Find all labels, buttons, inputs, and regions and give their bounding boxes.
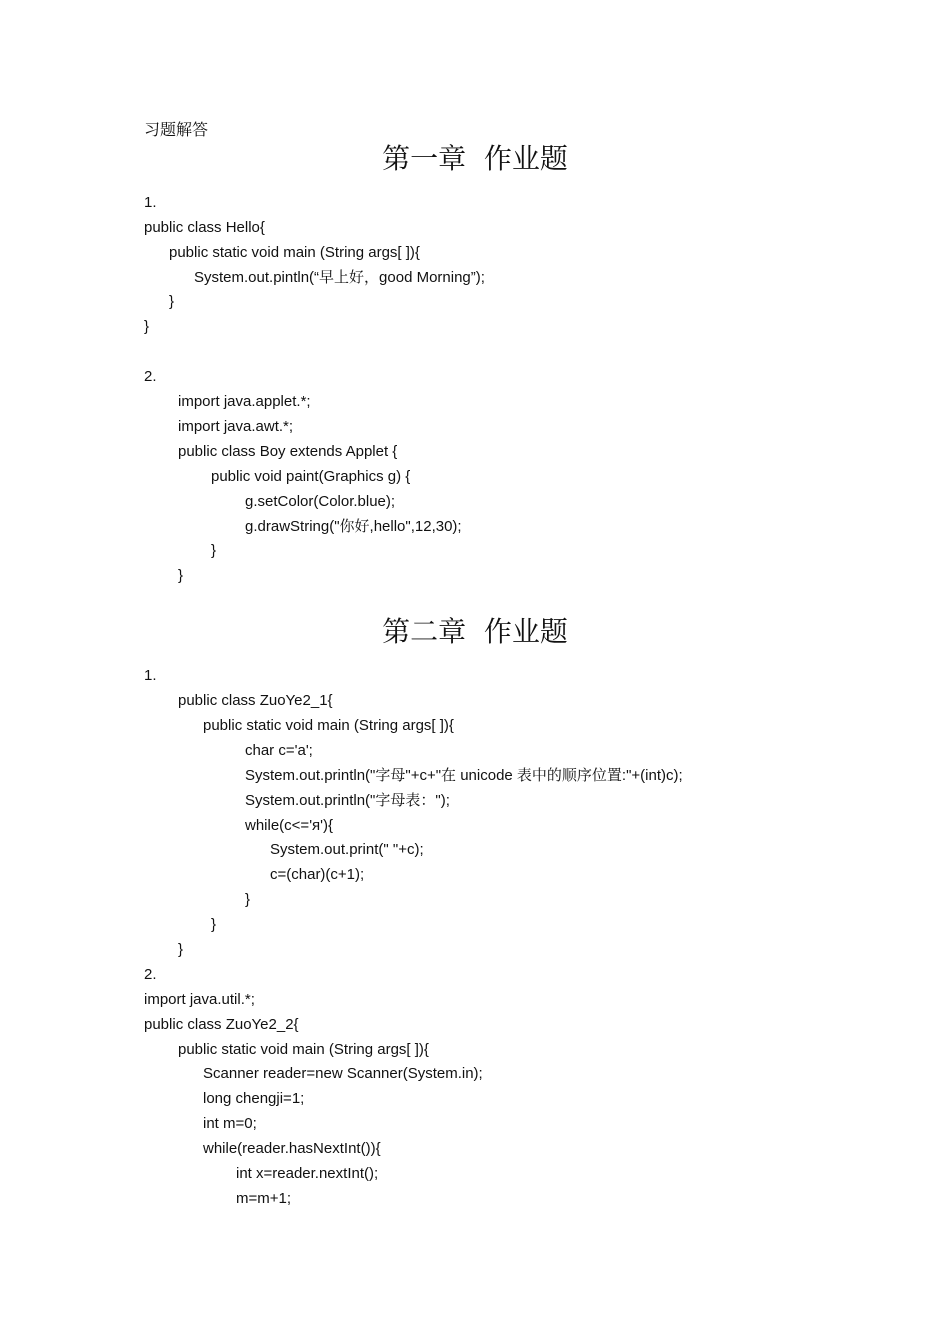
chapter-2-title: 第二章 作业题 (382, 615, 568, 648)
document-label: 习题解答 (144, 120, 209, 139)
code-line: } (178, 941, 184, 958)
code-line: while(c<='я'){ (245, 817, 334, 834)
code-line: public class ZuoYe2_1{ (178, 692, 333, 709)
exercise-number: 1. (144, 194, 157, 211)
code-line: c=(char)(c+1); (270, 866, 365, 883)
exercise-number: 2. (144, 368, 157, 385)
code-line: int m=0; (203, 1115, 257, 1132)
code-line: public class Boy extends Applet { (178, 443, 398, 460)
code-line: System.out.println("字母表："); (245, 792, 450, 809)
code-line: } (169, 293, 175, 310)
code-line: } (211, 916, 217, 933)
code-line: public class Hello{ (144, 219, 265, 236)
code-line: public static void main (String args[ ]){ (169, 244, 420, 261)
code-line: import java.awt.*; (178, 418, 294, 435)
code-line: Scanner reader=new Scanner(System.in); (203, 1065, 483, 1082)
code-line: } (178, 567, 184, 584)
exercise-number: 1. (144, 667, 157, 684)
exercise-number: 2. (144, 966, 157, 983)
code-line: import java.applet.*; (178, 393, 311, 410)
code-line: g.drawString("你好,hello",12,30); (245, 518, 462, 535)
code-line: System.out.pintln(“早上好，good Morning”); (194, 269, 485, 286)
code-line: } (245, 891, 251, 908)
code-line: System.out.println("字母"+c+"在 unicode 表中的顺序位置:"+(int)c); (245, 767, 683, 784)
code-line: } (144, 318, 150, 335)
code-line: import java.util.*; (144, 991, 255, 1008)
code-line: m=m+1; (236, 1190, 292, 1207)
code-line: g.setColor(Color.blue); (245, 493, 396, 510)
code-line: public void paint(Graphics g) { (211, 468, 411, 485)
code-line: public static void main (String args[ ]){ (203, 717, 454, 734)
code-line: char c='a'; (245, 742, 313, 759)
code-line: int x=reader.nextInt(); (236, 1165, 379, 1182)
code-line: while(reader.hasNextInt()){ (203, 1140, 381, 1157)
chapter-1-title: 第一章 作业题 (382, 142, 568, 175)
code-line: public class ZuoYe2_2{ (144, 1016, 299, 1033)
code-line: long chengji=1; (203, 1090, 305, 1107)
code-line: public static void main (String args[ ]){ (178, 1041, 429, 1058)
code-line: System.out.print(" "+c); (270, 841, 424, 858)
code-line: } (211, 542, 217, 559)
